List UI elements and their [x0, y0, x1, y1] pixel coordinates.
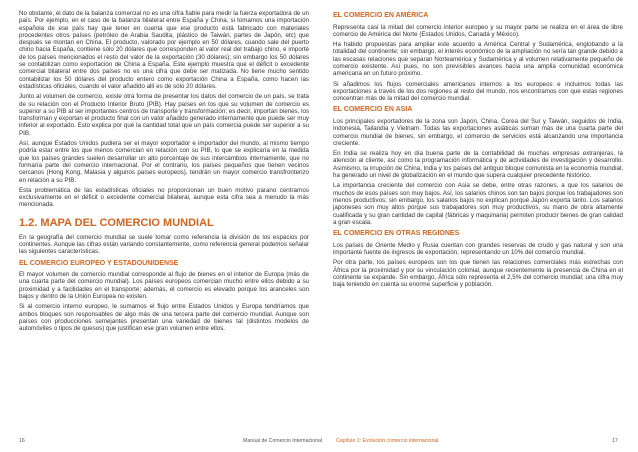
- right-column: [333, 10, 623, 291]
- left-column: [19, 10, 309, 335]
- body-paragraph: Por otra parte, los países europeos son los que tienen las relaciones comerciales más estrechas con África por la proximidad y por su vinculación colonial, aunque recientemente la presencia de China en el continente se expande. Sin embargo, África sólo representa el 2,5% del comercio mundial; una cifra muy baja teniendo en cuenta su enorme superficie y población.: [333, 259, 623, 289]
- body-paragraph: Junto al volumen de comercio, existe otra forma de presentar los datos del comercio de un país, se trata de su relación con el Producto Interior Bruto (PIB). Hay países en los que su volumen de comercio es superior a su PIB al ser importantes centros de transporte y transformación; es decir, importan bienes, los transforman y exportan el producto final con un valor añadido generado internamente que puede ser muy inferior al exportado. Esto explica por qué la cantidad total que un país comercia puede ser superior a su PIB.: [19, 93, 309, 137]
- subheading: EL COMERCIO EN AMÉRICA: [333, 12, 429, 19]
- body-paragraph: Así, aunque Estados Unidos pudiera ser el mayor exportador e importador del mundo, al mismo tiempo podría estar entre los que menos comercian en relación con su PIB, lo que se explicaría en la medida que los países grandes suelen desarrollar un alto porcentaje de sus intercambios internamente, que no formaría parte del comercio internacional. Por el contrario, los países pequeños que tienen vecinos cercanos (Hong Kong, Malasia y algunos países europeos), tendrán un mayor comercio transfronterizo en relación a su PIB.: [19, 140, 309, 184]
- body-paragraph: Los países de Oriente Medio y Rusia cuentan con grandes reservas de crudo y gas natural y son una importante fuente de ingresos de exportación, representando un 10% del comercio mundial.: [333, 241, 623, 256]
- section-title: 1.2. MAPA DEL COMERCIO MUNDIAL: [19, 216, 214, 229]
- running-title: Capítulo 1: Evolución comercio internacional: [336, 438, 439, 444]
- subheading: EL COMERCIO EUROPEO Y ESTADOUNIDENSE: [19, 259, 179, 267]
- subheading: EL COMERCIO EN ASIA: [333, 106, 413, 114]
- body-paragraph: Si al comercio interno europeo, le sumamos el flujo entre Estados Unidos y Europa tendríamos que ambos bloques son responsables de algo más de una tercera parte del comercio mundial. Aunque son países con producciones semejantes presentan una variedad de bienes tal (distintos modelos de automóviles o tipos de quesos) que justifican ese gran volumen entre ellos.: [19, 303, 309, 333]
- running-title: Manual de Comercio Internacional: [243, 438, 323, 444]
- body-paragraph: Los principales exportadores de la zona son Japón, China, Corea del Sur y Taiwán, seguidos de India, Indonesia, Tailandia y Vietnam. Todas las exportaciones asiáticas suman más de una cuarta parte del comercio mundial de bienes; sin embargo, el comercio de servicios está alcanzando una importancia creciente.: [333, 117, 623, 147]
- body-paragraph: Representa casi la mitad del comercio interior europeo y su mayor parte se realiza en el área de libre comercio de América del Norte (Estados Unidos, Canadá y México).: [333, 23, 623, 38]
- page-number: 17: [612, 438, 618, 444]
- body-paragraph: El mayor volumen de comercio mundial corresponde al flujo de bienes en el interior de Europa (más de una cuarta parte del comercio mundial). Los países europeos comercian mucho entre ellos debido a su proximidad y a facilidades en el transporte; además, el comercio es elevado porque los aranceles son bajos y dentro de la Unión Europea no existen.: [19, 271, 309, 300]
- body-paragraph: Ha habido propuestas para ampliar este acuerdo a América Central y Sudamérica, englobando a la totalidad del continente; sin embargo, el interés económico de la ampliación no sería tan grande debido a las escasas relaciones que separan Norteamérica y Sudamérica y al volumen relativamente pequeño de comercio existente. Así pues, no son previsibles avances hacia una amplia comunidad económica americana en un futuro próximo.: [333, 41, 623, 78]
- body-paragraph: Esta problemática de las estadísticas oficiales no proporcionan un buen motivo parano centrarnos exclusivamente en el déficit o excedente comercial bilateral, aunque esta cifra sea a menudo la más mencionada.: [19, 186, 309, 209]
- subheading: EL COMERCIO EN OTRAS REGIONES: [333, 230, 460, 238]
- body-paragraph: En India se realiza hoy en día buena parte de la contabilidad de muchas empresas extranjeras, la atención al cliente, así como la programación informática y de actividades de investigación y desarrollo. Asimismo, la irrupción de China, India y los países del antiguo bloque comunista en la economía mundial, ha generado un nivel de globalización en el mundo que supera cualquier precedente histórico.: [333, 150, 623, 180]
- page-number: 16: [19, 438, 25, 444]
- body-paragraph: En la geografía del comercio mundial se suele tomar como referencia la división de los espacios por continentes. Aunque las cifras están variando constantemente, como referencia general podemos señalar las siguientes características.: [19, 233, 309, 256]
- body-paragraph: La importancia creciente del comercio con Asia se debe, entre otras razones, a que los salarios de muchos de esos países son muy bajos. Así, los salarios chinos son tan bajos porque los trabajadores son menos productivos; sin embargo, los salarios bajos no explican porqué Japón exporta tanto. Los salarios japoneses son muy altos porque sus trabajadores son muy productivos, su mano de obra altamente cualificada y su gran cantidad de capital (fábricas y maquinaria) permiten producir bienes de gran calidad a gran escala.: [333, 182, 623, 226]
- body-paragraph: Si añadimos los flujos comerciales americanos internos a los europeos e incluimos todas las exportaciones a través de los dos regiones al resto del mundo, nos encontramos con que estas regiones concentran más de la mitad del comercio mundial.: [333, 80, 623, 103]
- body-paragraph: No obstante, el dato de la balanza comercial no es una cifra fiable para medir la fuerza exportadora de un país. Por ejemplo, en el caso de la balanza bilateral entre España y China, si tomamos una importación española de ese país hay que tener en cuenta que ese producto está fabricado con materiales procedentes otros países (petróleo de Arabia Saudita, plástico de Taiwán, partes de Japón, etc) que después se montan en China. El producto, valorado por ejemplo en 50 dólares, cuando sale del puerto chino hacia España, contiene sólo 20 dólares que corresponden al valor real del trabajo chino, e importé de los países mencionados el resto del valor de la exportación (30 dólares); sin embargo los 50 dólares se contabilizan como exportación de China a España. Este ejemplo muestra que el déficit o excedente comercial bilateral entre dos países no es una cifra que debe ser matizada. No tiene mucho sentido contabilizar los 50 dólares del producto entero como exportación China a España, como hacen las estadísticas oficiales, cuando el valor añadido allí es de sólo 20 dólares.: [19, 10, 309, 90]
